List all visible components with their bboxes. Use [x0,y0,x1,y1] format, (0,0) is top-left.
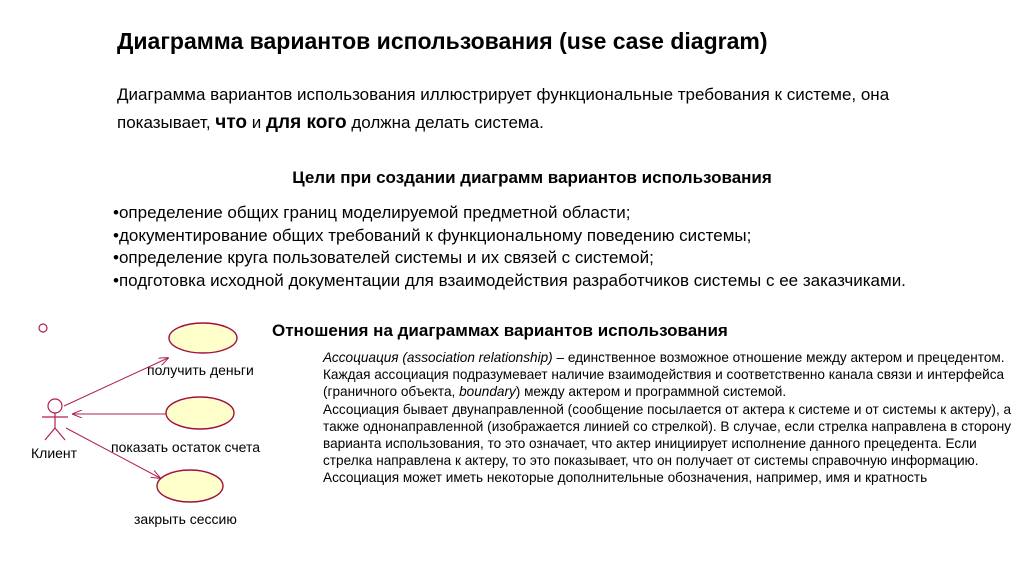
goal-item: •определение общих границ моделируемой предметной области; [113,203,631,222]
association-description [323,349,1013,487]
intro-and: и [251,113,262,132]
use-case-diagram [0,310,320,574]
use-case-get-money [169,323,237,353]
goals-list [113,202,933,292]
association-paragraph-3: Ассоциация может иметь некоторые дополнительные обозначения, например, имя и кратность [323,470,928,486]
intro-line-1: Диаграмма вариантов использования иллюстрирует функциональные требования к системе, она [117,85,890,104]
association-text-a: – единственное возможное отношение между актером и прецедентом. Каждая ассоциация подразумевает наличие взаимодействия и соответственно канала связи и интерфейса (граничного объекта, [323,350,1005,400]
intro-for-whom: для кого [265,112,347,133]
association-text-b: ) между актером и программной системой. [515,384,787,400]
goal-item: •определение круга пользователей системы и их связей с системой; [113,248,654,267]
relations-heading: Отношения на диаграммах вариантов использования [272,321,728,340]
association-term-en: (association relationship) [402,350,553,365]
actor-label: Клиент [31,445,78,461]
intro-text [117,84,917,134]
slide-title: Диаграмма вариантов использования (use case diagram) [117,28,768,54]
intro-shows: показывает, [117,113,211,132]
use-case-close-session [157,470,223,502]
intro-line-2 [117,112,917,134]
association-paragraph-1 [323,349,1013,401]
actor-figure [39,324,68,440]
goal-item: •документирование общих требований к функциональному поведению системы; [113,225,752,245]
intro-end: должна делать система. [351,113,544,132]
association-term: Ассоциация [323,350,399,365]
boundary-term: boundary [459,384,516,400]
use-case-label-close-session: закрыть сессию [134,511,237,527]
association-paragraph-2: Ассоциация бывает двунаправленной (сообщение посылается от актера к системе и от системы к актеру), а также однонаправленной (изображается линией со стрелкой). В случае, если стрелка направлена в сторону варианта использования, то это означает, что актер инициирует исполнение данного прецедента. Если стрелка направлена к актеру, то это показывает, что он получает от системы справочную информацию. [323,401,1012,469]
goal-item: •подготовка исходной документации для взаимодействия разработчиков системы с ее заказчиками. [113,270,906,290]
use-case-show-balance [166,397,234,429]
intro-what: что [215,112,247,133]
goals-heading: Цели при создании диаграмм вариантов использования [292,168,772,187]
use-case-label-show-balance: показать остаток счета [111,439,260,455]
use-case-label-get-money: получить деньги [147,362,254,378]
